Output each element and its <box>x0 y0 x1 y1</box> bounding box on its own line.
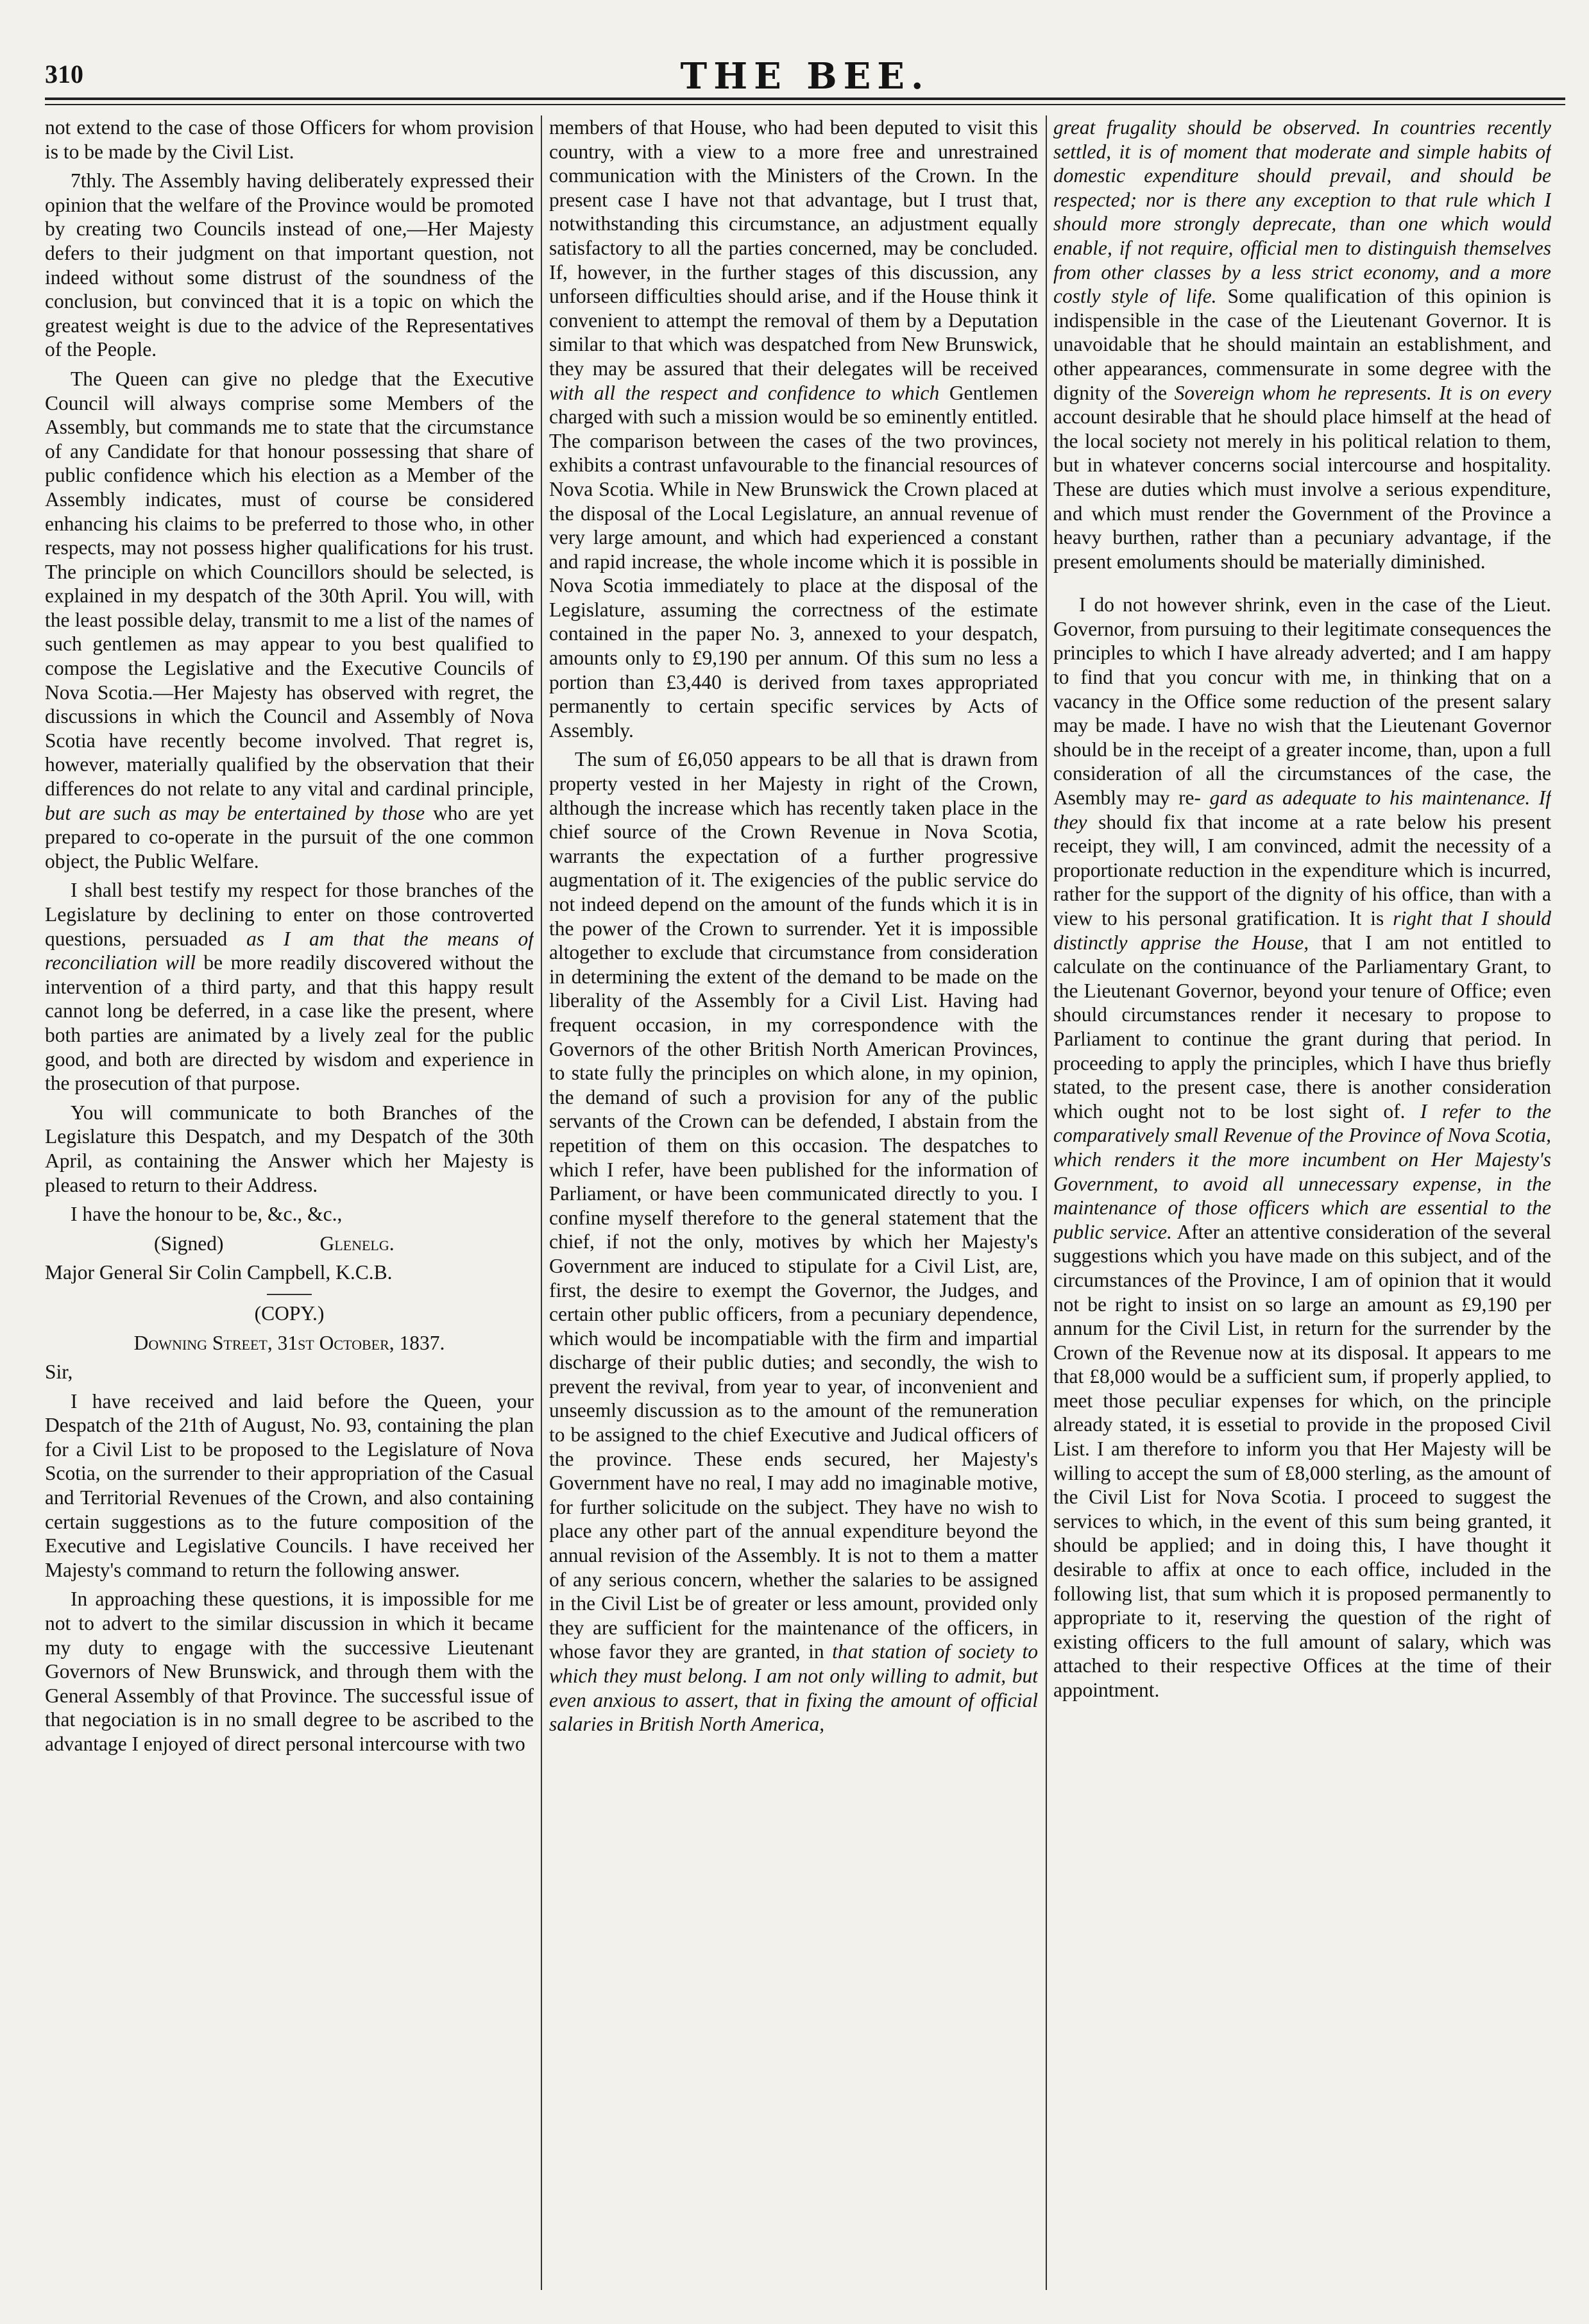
closing: I have the honour to be, &c., &c., <box>71 1203 343 1226</box>
paragraph: not extend to the case of those Officers for whom provision is to be made by the Civil List. <box>45 116 534 163</box>
italic-run: great frugality should be observed. In countries recently settled, it is of moment that moderate and simple habits of domestic expenditure should prevail, and should be respected; nor is there any exception to that rule which I should more strongly deprecate, than one which would enable, if not require, official men to distinguish themselves from other classes by a less strict economy, and a more costly style of life. <box>1053 116 1551 308</box>
page-header <box>45 55 1565 96</box>
column-1 <box>45 115 534 2296</box>
paragraph: You will communicate to both Branches of the Legislature this Despatch, and my Despatch of the 30th April, as containing the Answer which her Majesty is pleased to return to their Address. <box>45 1101 534 1196</box>
paragraph <box>549 115 1038 742</box>
paragraph: 7thly. The Assembly having deliberately expressed their opinion that the welfare of the Province would be promoted by creating two Councils instead of one,—Her Majesty defers to their judgment on that important question, not indeed without some distrust of the soundness of the conclusion, but convinced that it is a topic on which the greatest weight is due to the advice of the Representatives of the People. <box>45 169 534 361</box>
addressee: Major General Sir Colin Campbell, K.C.B. <box>45 1261 393 1284</box>
masthead-title: THE BEE. <box>680 55 930 98</box>
paragraph <box>45 878 534 1095</box>
paragraph <box>549 747 1038 1736</box>
spacer <box>1053 579 1551 593</box>
header-rule-thin <box>45 104 1565 105</box>
italic-run: but are such as may be entertained by those <box>45 801 425 824</box>
text-run: The sum of £6,050 appears to be all that is drawn from property vested in her Majesty in right of the Crown, although the increase which has recently taken place in the chief source of the Crown Revenue in Nova Scotia, warrants the expectation of a further progressive augmentation of it. The exigencies of the public service do not indeed depend on the amount of the funds which it is in the power of the Crown to surrender. Yet it is impossible altogether to exclude that circumstance from consideration in determining the extent of the demand to be made on the liberality of the Assembly for a Civil List. Having had frequent occasion, in my correspondence with the Governors of the other British North American Provinces, to state fully the principles on which alone, in my opinion, the demand of such a provision for any of the public servants of the Crown can be defended, I abstain from the repetition of them on this occasion. The despatches to which I refer, have been published for the information of Parliament, or have been communicated directly to you. I confine myself therefore to the general statement that the chief, if not the only, motives by which her Majesty's Government are induced to stipulate for a Civil List, are, first, the desire to exempt the Governor, the Judges, and certain other public officers, from a pecuniary dependence, which would be incompatiable with the firm and impartial discharge of their public duties; and secondly, the wish to prevent the revival, from year to year, of inconvenient and unseemly discussion as to the amount of the remuneration to be assigned to the chief Executive and Judical officers of the province. These ends secured, her Majesty's Government have no real, I may add no imaginable motive, for further solicitude on the subject. They have no wish to place any other part of the annual expenditure beyond the annual revision of the Assembly. It is not to them a matter of any serious concern, whether the salaries to be assigned in the Civil List be of greater or less amount, provided only they are sufficient for the maintenance of the officers, in whose favor they are granted, in <box>549 748 1038 1663</box>
text-run: After an attentive consideration of the several suggestions which you have made on this subject, and of the circumstances of the Province, I am of opinion that it would not be right to insist on so large an amount as £9,190 per annum for the Civil List, in return for the surrender by the Crown of the Revenue now at its disposal. It appears to me that £8,000 would be a sufficient sum, if properly applied, to meet those peculiar expenses for which, on the principle already stated, it is essetial to provide in the proposed Civil List. I am therefore to inform you that Her Majesty will be willing to accept the sum of £8,000 sterling, as the amount of the Civil List for Nova Scotia. I proceed to suggest the services to which, in the event of this sum being granted, it should be applied; and in doing this, I have thought it desirable to affix at once to each office, included in the following list, that sum which it is proposed permanently to appropriate to it, reserving the question of the right of existing officers to the full amount of salary, which was attached to their respective Offices at the time of their appointment. <box>1053 1220 1551 1701</box>
column-divider <box>541 115 542 2290</box>
text-run: that I am not entitled to calculate on the continuance of the Parliamentary Grant, to the Lieutenant Governor, beyond your tenure of Office; even should circumstances render it necesary to propose to Parliament to continue the grant during that period. In proceeding to apply the principles, which I have thus briefly stated, to the present case, there is another consideration which ought not to be lost sight of. <box>1053 931 1551 1123</box>
text-run: should fix that income at a rate below his present receipt, they will, I am convinced, admit the necessity of a proportionate reduction in the expenditure which is incurred, rather for the support of the dignity of his office, than with a view to his personal gratification. It is <box>1053 810 1551 929</box>
text-run: members of that House, who had been deputed to visit this country, with a view to a more free and unrestrained communication with the Ministers of the Crown. In the present case I have not that advantage, but I trust that, notwithstanding this circumstance, an adjustment equally satisfactory to all the parties concerned, may be concluded. If, however, in the further stages of this discussion, any unforseen difficulties should arise, and if the House think it convenient to attempt the removal of them by a Deputation similar to that which was despatched from New Brunswick, they may be assured that their delegates will be received <box>549 116 1038 380</box>
column-2 <box>549 115 1038 2296</box>
italic-run: that station of society to which they must belong. I am not only willing to admit, but even anxious to assert, that in fixing the amount of official salaries in British North America, <box>549 1640 1038 1736</box>
text-run: be more readily discovered without the intervention of a third party, and that this happy result cannot long be deferred, in a case like the present, where both parties are animated by a lively zeal for the public good, and both are directed by wisdom and experience in the prosecution of that purpose. <box>45 951 534 1095</box>
text-run: The Queen can give no pledge that the Executive Council will always comprise some Members of the Assembly, but commands me to state that the circumstance of any Candidate for that honour possessing that share of public confidence which his election as a Member of the Assembly indicates, must of course be considered enhancing his claims to be preferred to those who, in other respects, may not possess higher qualifications for his trust. The principle on which Councillors should be selected, is explained in my despatch of the 30th April. You will, with the least possible delay, transmit to me a list of the names of such gentlemen as may appear to you best qualified to compose the Legislative and the Executive Councils of Nova Scotia.—Her Majesty has observed with regret, the discussions in which the Council and Assembly of Nova Scotia have recently become involved. That regret is, however, materially qualified by the observation that their differences do not relate to any vital and cardinal principle, <box>45 367 534 801</box>
text-run: who are yet prepared to co-operate in the pursuit of the one common object, the Public Welfare. <box>45 801 534 872</box>
text-run: Gentlemen charged with such a mission would be so eminently entitled. The comparison between the cases of the two provinces, exhibits a contrast unfavourable to the financial resources of Nova Scotia. While in New Brunswick the Crown placed at the disposal of the Local Legislature, an annual revenue of very large amount, and which had experienced a constant and rapid increase, the whole income which it is possible in Nova Scotia immediately to place at the disposal of the Legislature, assuming the correctness of the estimate contained in the paper No. 3, annexed to your despatch, amounts only to £9,190 per annum. Of this sum no less a portion than £3,440 is derived from taxes appropriated permanently to certain specific services by Acts of Assembly. <box>549 381 1038 742</box>
text-run: account desirable that he should place himself at the head of the local society not merely in his political relation to them, but in whatever concerns social intercourse and hospitality. These are duties which must involve a serious expenditure, and which must render the Government of the Province a heavy burthen, rather than a pecuniary advantage, if the present emoluments should be materially diminished. <box>1053 405 1551 573</box>
column-3 <box>1053 115 1551 2296</box>
paragraph <box>45 367 534 873</box>
italic-run: as I am that the means of reconciliation will <box>45 927 534 974</box>
paragraph: I have received and laid before the Queen, your Despatch of the 21th of August, No. 93, containing the plan for a Civil List to be proposed to the Legislature of Nova Scotia, on the surrender to their appropriation of the Casual and Territorial Revenues of the Crown, and also containing certain suggestions as to the future composition of the Executive and Legislative Councils. I have received her Majesty's command to return the following answer. <box>45 1389 534 1581</box>
page-number: 310 <box>45 60 83 89</box>
column-divider <box>1046 115 1047 2290</box>
text-run: I do not however shrink, even in the case of the Lieut. Governor, from pursuing to their legitimate consequences the principles to which I have already adverted; and I am happy to find that you concur with me, in thinking that on a vacancy in the Office some reduction of the present salary may be made. I have no wish that the Lieutenant Governor should be in the receipt of a greater income, than, upon a full consideration of all the circumstances of the case, the Asembly may re- <box>1053 593 1551 810</box>
text-run: I shall best testify my respect for those branches of the Legislature by declining to enter on those controverted questions, persuaded <box>45 879 534 950</box>
signatory-name: Glenelg. <box>319 1232 395 1255</box>
signature-line <box>45 1232 534 1256</box>
italic-run: right that I should distinctly apprise the House, <box>1053 907 1551 954</box>
copy-label: (COPY.) <box>254 1302 325 1325</box>
italic-run: I refer to the comparatively small Revenue of the Province of Nova Scotia, which renders it the more incumbent on Her Majesty's Government, to avoid all unnecessary expense, in the maintenance of those officers which are essential to the public service. <box>1053 1099 1551 1243</box>
salutation: Sir, <box>45 1361 73 1384</box>
italic-run: Sovereign whom he represents. It is on every <box>1174 381 1551 404</box>
section-divider <box>267 1294 312 1295</box>
header-rule <box>45 98 1565 100</box>
italic-run: with all the respect and confidence to which <box>549 381 940 404</box>
signed-label: (Signed) <box>154 1232 224 1255</box>
dateline: Downing Street, 31st October, 1837. <box>133 1331 445 1354</box>
paragraph <box>1053 593 1551 1702</box>
text-run: Some qualification of this opinion is indispensible in the case of the Lieutenant Governor. It is unavoidable that he should maintain an establishment, and other appearances, commensurate in some degree with the dignity of the <box>1053 285 1551 404</box>
paragraph <box>1053 115 1551 573</box>
paragraph: In approaching these questions, it is impossible for me not to advert to the similar discussion in which it became my duty to engage with the successive Lieutenant Governors of New Brunswick, and through them with the General Assembly of that Province. The successful issue of that negociation is in no small degree to be ascribed to the advantage I enjoyed of direct personal intercourse with two <box>45 1588 534 1755</box>
italic-run: gard as adequate to his maintenance. If they <box>1053 786 1551 833</box>
